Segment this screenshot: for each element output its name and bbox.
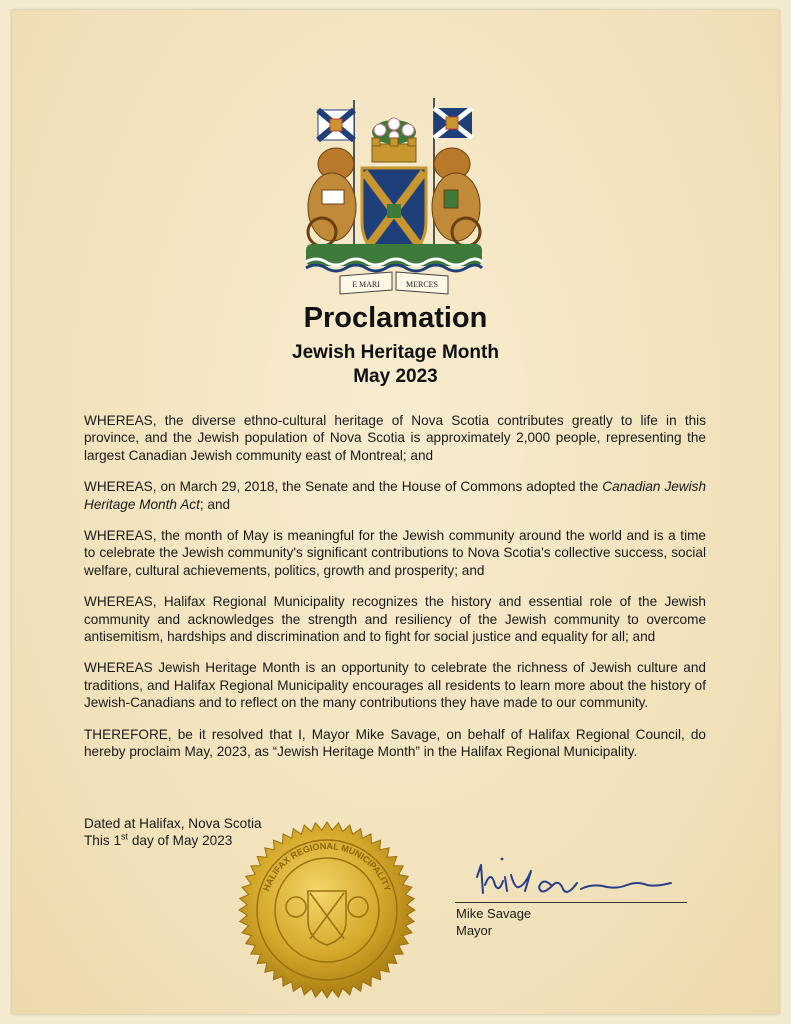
seal-inscription: HALIFAX REGIONAL MUNICIPALITY	[261, 840, 393, 893]
left-supporter-sea-lion	[308, 148, 356, 246]
mural-crown	[372, 138, 416, 162]
whereas-paragraph-3: WHEREAS, the month of May is meaningful for the Jewish community around the world and is a time to celebrate the Jewish community's significant contributions to Nova Scotia's collective success, social welfare, cultural achievements, politics, growth and prosperity; and	[84, 528, 706, 578]
whereas-paragraph-5: WHEREAS Jewish Heritage Month is an opportunity to celebrate the richness of Jewish culture and traditions, and Halifax Regional Municipality encourages all residents to learn more about the history of Jewish-Canadians and to reflect on the many contributions they have made to our community.	[84, 660, 706, 711]
signatory-block	[456, 905, 531, 939]
whereas-2-end: ; and	[199, 496, 231, 512]
dated-block	[84, 815, 262, 849]
therefore-paragraph: THEREFORE, be it resolved that I, Mayor Mike Savage, on behalf of Halifax Regional Council, do hereby proclaim May, 2023, as “Jewish Heritage Month” in the Halifax Regional Municipality.	[84, 726, 706, 760]
mayor-signature	[455, 855, 695, 905]
right-supporter-sea-lion	[432, 148, 480, 246]
whereas-paragraph-1: WHEREAS, the diverse ethno-cultural heritage of Nova Scotia contributes greatly to life in this province, and the Jewish population of Nova Scotia is approximately 2,000 people, representing the largest Canadian Jewish community east of Montreal; and	[84, 413, 706, 463]
dated-day	[84, 832, 262, 849]
proclamation-body	[84, 412, 706, 775]
dated-day-suffix: st	[121, 831, 129, 842]
act-title: Canadian Jewish Heritage Month Act	[84, 479, 706, 512]
dated-day-rest: day of May 2023	[128, 833, 233, 848]
motto-scroll	[340, 272, 448, 294]
dated-day-prefix: This 1	[84, 833, 122, 848]
left-flag	[318, 110, 354, 140]
gold-seal	[238, 821, 416, 999]
whereas-paragraph-2	[84, 478, 706, 513]
compartment-waves	[306, 244, 482, 271]
right-flag	[434, 108, 472, 138]
signatory-role: Mayor	[456, 923, 493, 938]
halifax-coat-of-arms	[296, 92, 492, 302]
whereas-paragraph-4: WHEREAS, Halifax Regional Municipality recognizes the history and essential role of the Jewish community and acknowledges the strength and resiliency of the Jewish community to overcome antisemitism, hardships and discrimination and to fight for social justice and equality for all; and	[84, 594, 706, 645]
proclamation-subtitle: Jewish Heritage Month	[292, 342, 499, 363]
signatory-name: Mike Savage	[456, 906, 532, 921]
whereas-2-text: WHEREAS, on March 29, 2018, the Senate and the House of Commons adopted the	[84, 479, 603, 495]
signature-line	[455, 902, 687, 903]
motto-left-text: E MARI	[352, 280, 380, 289]
dated-place: Dated at Halifax, Nova Scotia	[84, 816, 262, 831]
proclamation-heading: Proclamation	[303, 302, 488, 334]
proclamation-date-line: May 2023	[353, 366, 438, 387]
motto-right-text: MERCES	[405, 280, 439, 289]
